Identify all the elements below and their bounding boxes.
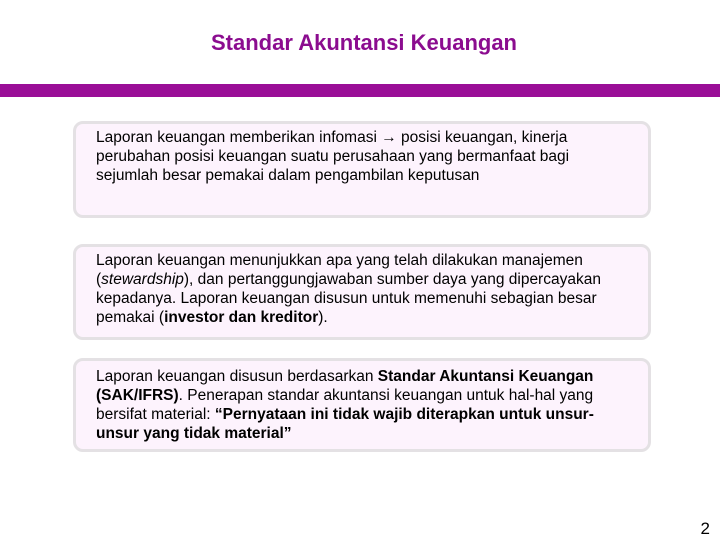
- text-box-3-paragraph: [96, 367, 634, 443]
- text-box-2: [73, 244, 651, 340]
- box2-bold-term: investor dan kreditor: [164, 309, 319, 326]
- title-divider-bar: [0, 84, 720, 97]
- box1-text-start: Laporan keuangan memberikan infomasi: [96, 129, 382, 146]
- box2-text-part3: ).: [318, 309, 328, 326]
- page-number: 2: [700, 519, 710, 538]
- box3-text-part2: . Penerapan standar akuntansi keuangan untuk hal-hal yang bersifat material:: [96, 387, 594, 423]
- slide-title: Standar Akuntansi Keuangan: [210, 30, 517, 55]
- arrow-right-icon: →: [381, 129, 397, 146]
- text-box-1: [73, 121, 651, 218]
- box1-text-end: posisi keuangan, kinerja perubahan posisi keuangan suatu perusahaan yang bermanfaat bagi sejumlah besar pemakai dalam pengambilan keputusan: [96, 129, 570, 184]
- box2-italic-term: stewardship: [101, 271, 184, 288]
- box3-bold-quote: “Pernyataan ini tidak wajib diterapkan untuk unsur-unsur yang tidak material”: [96, 406, 594, 442]
- text-box-1-paragraph: [96, 128, 634, 185]
- box3-text-part1: Laporan keuangan disusun berdasarkan: [96, 368, 378, 385]
- box2-text-part1: Laporan keuangan menunjukkan apa yang telah dilakukan manajemen (: [96, 252, 583, 288]
- box2-text-part2: ), dan pertanggungjawaban sumber daya yang dipercayakan kepadanya. Laporan keuangan disusun untuk memenuhi sebagian besar pemakai (: [96, 271, 601, 326]
- text-box-3: [73, 358, 651, 452]
- box3-bold-standard: Standar Akuntansi Keuangan (SAK/IFRS): [96, 368, 594, 404]
- text-box-2-paragraph: [96, 251, 634, 327]
